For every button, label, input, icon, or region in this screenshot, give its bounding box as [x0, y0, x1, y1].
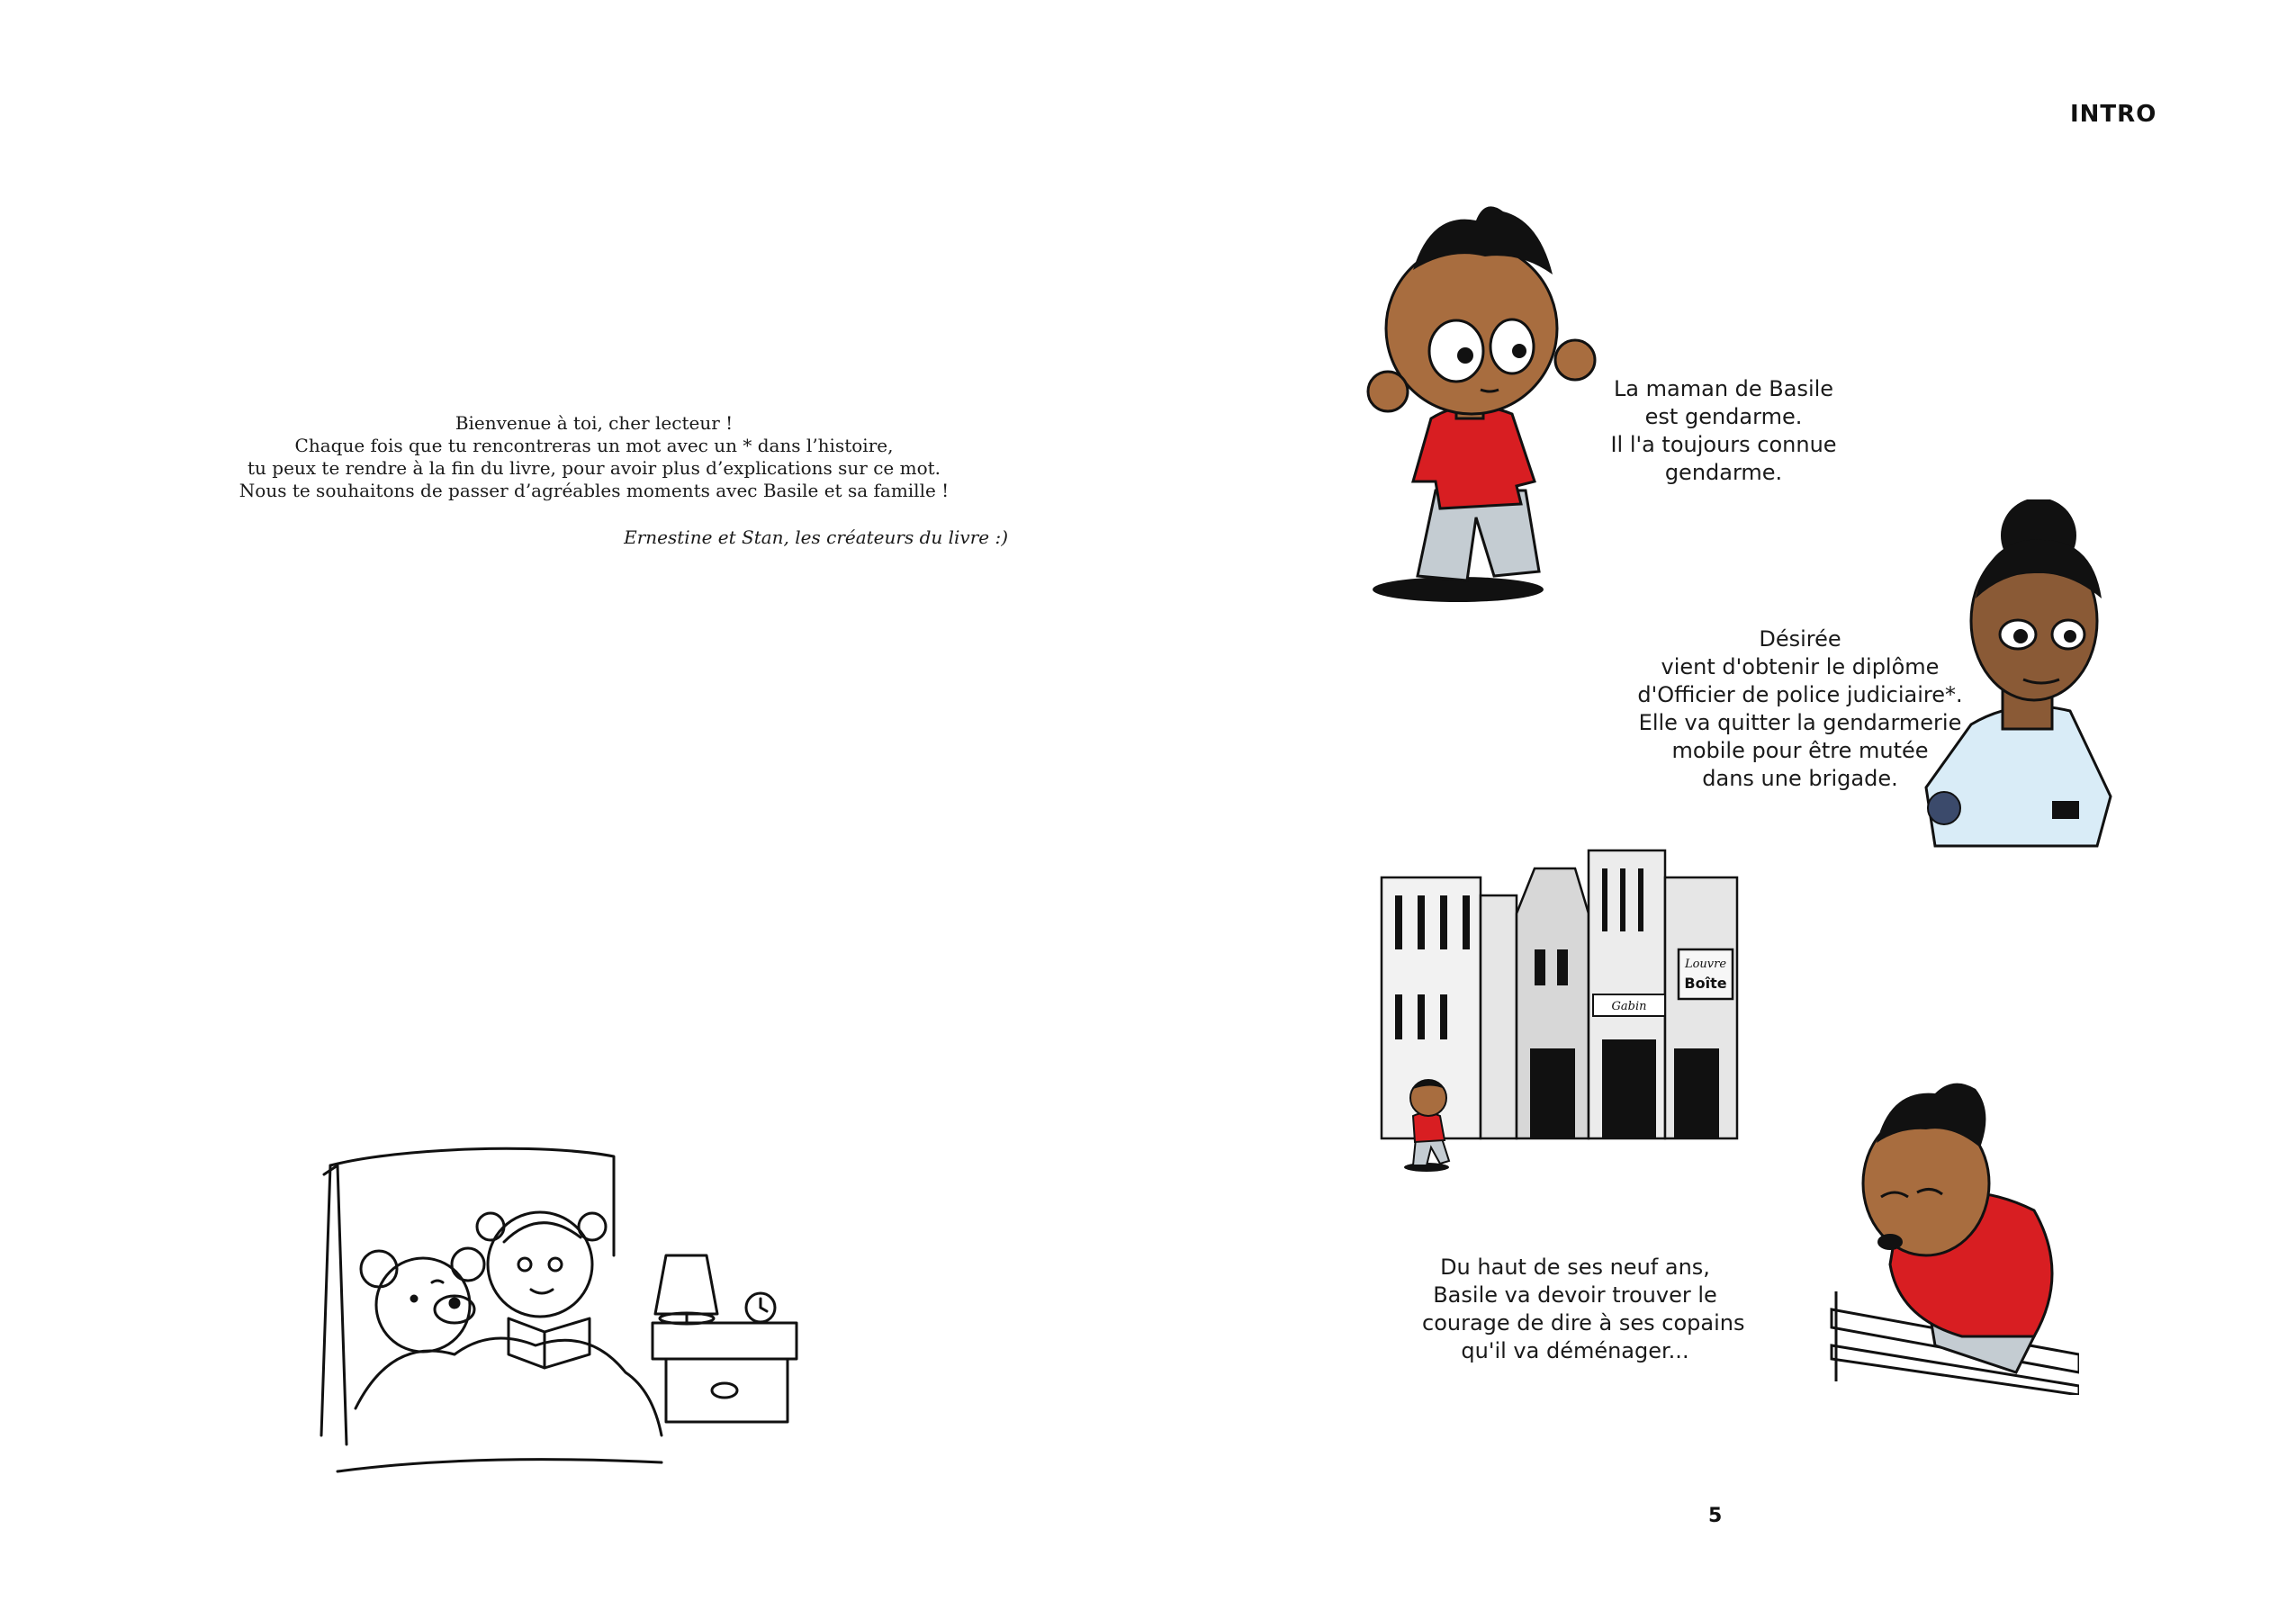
welcome-line: tu peux te rendre à la fin du livre, pour avoir plus d’explications sur ce mot.	[247, 457, 941, 479]
caption-line: Du haut de ses neuf ans,	[1440, 1255, 1710, 1280]
section-title: INTRO	[2070, 101, 2157, 128]
page-number: 5	[1708, 1505, 1723, 1527]
caption-line: La maman de Basile	[1613, 376, 1834, 401]
welcome-line: Chaque fois que tu rencontreras un mot avec un * dans l’histoire,	[294, 435, 894, 456]
caption-line: est gendarme.	[1644, 404, 1803, 429]
caption-line: d'Officier de police judiciaire*.	[1637, 682, 1963, 707]
caption-line: Désirée	[1759, 626, 1841, 652]
welcome-message	[225, 412, 963, 502]
caption-line: courage de dire à ses copains	[1422, 1310, 1745, 1336]
basile-illustration	[1350, 193, 1602, 607]
street-scene-illustration	[1377, 841, 1755, 1183]
caption-line: vient d'obtenir le diplôme	[1661, 654, 1940, 679]
shop-sign-top: Louvre	[1684, 958, 1727, 971]
caption-move	[1422, 1254, 1745, 1365]
bed-reading-illustration	[320, 1138, 806, 1480]
caption-line: mobile pour être mutée	[1671, 738, 1929, 763]
caption-desiree	[1629, 625, 1971, 793]
welcome-line: Bienvenue à toi, cher lecteur !	[455, 412, 734, 434]
caption-line: Elle va quitter la gendarmerie	[1638, 710, 1962, 735]
caption-line: qu'il va déménager...	[1461, 1338, 1689, 1363]
caption-basile	[1593, 375, 1854, 487]
shop-sign: Boîte	[1684, 975, 1727, 992]
caption-line: gendarme.	[1664, 460, 1783, 485]
welcome-line: Nous te souhaitons de passer d’agréables moments avec Basile et sa famille !	[239, 480, 950, 501]
basile-sitting-illustration	[1827, 1075, 2079, 1395]
caption-line: Basile va devoir trouver le	[1433, 1282, 1717, 1308]
caption-line: Il l'a toujours connue	[1610, 432, 1837, 457]
caption-line: dans une brigade.	[1702, 766, 1898, 791]
shop-awning-text: Gabin	[1611, 1000, 1647, 1013]
authors-signature: Ernestine et Stan, les créateurs du livre :)	[624, 526, 1008, 548]
